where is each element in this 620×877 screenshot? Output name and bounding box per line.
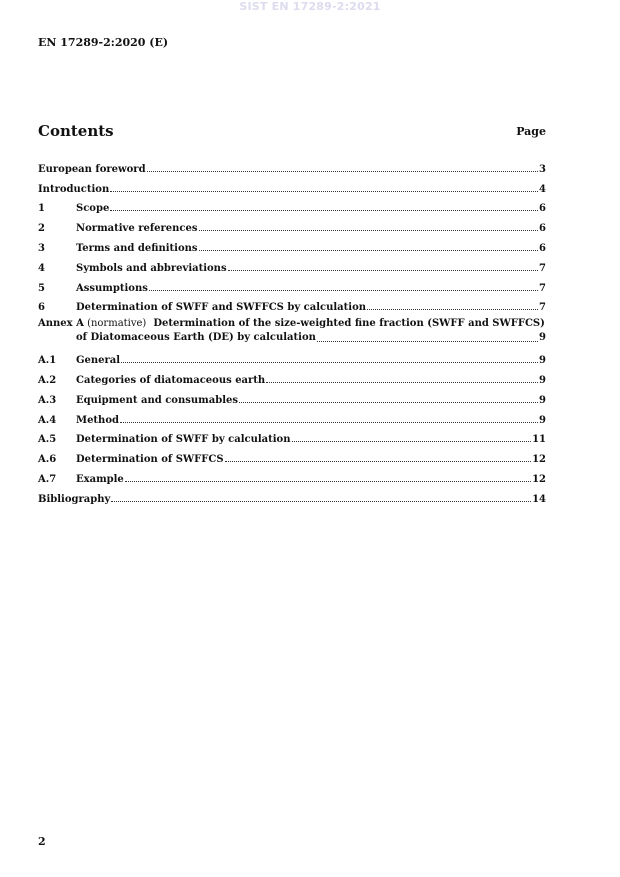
toc-entry-label: Determination of SWFF and SWFFCS by calculation bbox=[76, 302, 367, 314]
toc-entry-label: Example bbox=[76, 473, 124, 485]
toc-entry-number: 6 bbox=[38, 302, 45, 314]
toc-entry-label: Introduction bbox=[38, 183, 110, 195]
dot-leader bbox=[110, 191, 538, 192]
dot-leader bbox=[121, 362, 538, 363]
toc-entry-number: A.5 bbox=[38, 434, 57, 446]
toc-entry-assumptions[interactable] bbox=[38, 274, 546, 294]
toc-entry-page: 9 bbox=[539, 374, 546, 386]
toc-entry-label: Method bbox=[76, 414, 119, 426]
table-of-contents bbox=[38, 155, 546, 505]
dot-leader bbox=[292, 441, 532, 442]
annex-prefix bbox=[38, 318, 146, 329]
toc-entry-a1-general[interactable] bbox=[38, 346, 546, 366]
toc-entry-label: Assumptions bbox=[76, 282, 148, 294]
toc-entry-page: 7 bbox=[539, 282, 546, 294]
toc-entry-page: 7 bbox=[539, 262, 546, 274]
toc-entry-label: Scope bbox=[76, 203, 110, 215]
dot-leader bbox=[266, 382, 538, 383]
toc-entry-symbols-and-abbreviations[interactable] bbox=[38, 254, 546, 274]
toc-entry-label: Normative references bbox=[76, 223, 198, 235]
toc-entry-number: A.4 bbox=[38, 414, 57, 426]
dot-leader bbox=[147, 171, 538, 172]
dot-leader bbox=[367, 309, 538, 310]
dot-leader bbox=[199, 230, 539, 231]
annex-type: (normative) bbox=[87, 318, 147, 330]
toc-entry-number: A.1 bbox=[38, 355, 57, 367]
toc-entry-number: 4 bbox=[38, 262, 45, 274]
page-column-heading: Page bbox=[516, 125, 546, 138]
dot-leader bbox=[111, 501, 531, 502]
toc-entry-determination-by-calculation[interactable] bbox=[38, 294, 546, 314]
toc-entry-number: 2 bbox=[38, 223, 45, 235]
dot-leader bbox=[225, 461, 532, 462]
dot-leader bbox=[317, 341, 538, 342]
contents-title: Contents bbox=[38, 122, 114, 140]
annex-title-line2: of Diatomaceous Earth (DE) by calculation bbox=[76, 332, 316, 344]
toc-entry-a5-swff[interactable] bbox=[38, 426, 546, 446]
toc-entry-label: General bbox=[76, 355, 121, 367]
page-number: 2 bbox=[38, 835, 46, 848]
annex-title-line1: Determination of the size-weighted fine fraction (SWFF and SWFFCS) bbox=[153, 318, 545, 330]
toc-entry-a6-swffcs[interactable] bbox=[38, 445, 546, 465]
dot-leader bbox=[149, 290, 538, 291]
toc-entry-label: Determination of SWFFCS bbox=[76, 454, 224, 466]
dot-leader bbox=[125, 481, 531, 482]
toc-entry-a4-method[interactable] bbox=[38, 406, 546, 426]
toc-entry-page: 14 bbox=[532, 493, 546, 505]
toc-entry-page: 6 bbox=[539, 223, 546, 235]
toc-entry-number: A.7 bbox=[38, 473, 57, 485]
dot-leader bbox=[239, 402, 538, 403]
dot-leader bbox=[110, 210, 538, 211]
dot-leader bbox=[228, 270, 538, 271]
toc-entry-number: 1 bbox=[38, 203, 45, 215]
toc-entry-page: 11 bbox=[532, 434, 546, 446]
toc-entry-a7-example[interactable] bbox=[38, 465, 546, 485]
toc-entry-a3-equipment[interactable] bbox=[38, 386, 546, 406]
toc-entry-page: 6 bbox=[539, 242, 546, 254]
toc-entry-number: 3 bbox=[38, 242, 45, 254]
toc-entry-page: 9 bbox=[539, 355, 546, 367]
toc-entry-label: Equipment and consumables bbox=[76, 394, 238, 406]
toc-entry-page: 6 bbox=[539, 203, 546, 215]
toc-entry-european-foreword[interactable] bbox=[38, 155, 546, 175]
toc-entry-page: 4 bbox=[539, 183, 546, 195]
toc-entry-page: 7 bbox=[539, 302, 546, 314]
watermark: SIST EN 17289-2:2021 bbox=[239, 0, 381, 13]
toc-entry-a2-categories[interactable] bbox=[38, 366, 546, 386]
toc-entry-page: 9 bbox=[539, 332, 546, 344]
toc-entry-normative-references[interactable] bbox=[38, 214, 546, 234]
toc-entry-number: 5 bbox=[38, 282, 45, 294]
toc-entry-number: A.2 bbox=[38, 374, 57, 386]
toc-entry-number: A.3 bbox=[38, 394, 57, 406]
annex-label: Annex A bbox=[38, 318, 84, 330]
toc-entry-page: 3 bbox=[539, 163, 546, 175]
toc-entry-label: Determination of SWFF by calculation bbox=[76, 434, 291, 446]
toc-entry-scope[interactable] bbox=[38, 195, 546, 215]
toc-entry-label: Categories of diatomaceous earth bbox=[76, 374, 266, 386]
toc-entry-label: Bibliography bbox=[38, 493, 111, 505]
dot-leader bbox=[199, 250, 539, 251]
toc-entry-bibliography[interactable] bbox=[38, 485, 546, 505]
toc-entry-page: 9 bbox=[539, 414, 546, 426]
toc-entry-annex-a[interactable] bbox=[38, 317, 546, 345]
document-id: EN 17289-2:2020 (E) bbox=[38, 36, 169, 49]
toc-entry-page: 9 bbox=[539, 394, 546, 406]
toc-entry-page: 12 bbox=[532, 454, 546, 466]
toc-entry-label: European foreword bbox=[38, 163, 146, 175]
toc-entry-page: 12 bbox=[532, 473, 546, 485]
toc-entry-number: A.6 bbox=[38, 454, 57, 466]
toc-entry-introduction[interactable] bbox=[38, 175, 546, 195]
toc-entry-label: Symbols and abbreviations bbox=[76, 262, 227, 274]
dot-leader bbox=[120, 422, 538, 423]
toc-entry-terms-and-definitions[interactable] bbox=[38, 234, 546, 254]
toc-entry-label: Terms and definitions bbox=[76, 242, 198, 254]
